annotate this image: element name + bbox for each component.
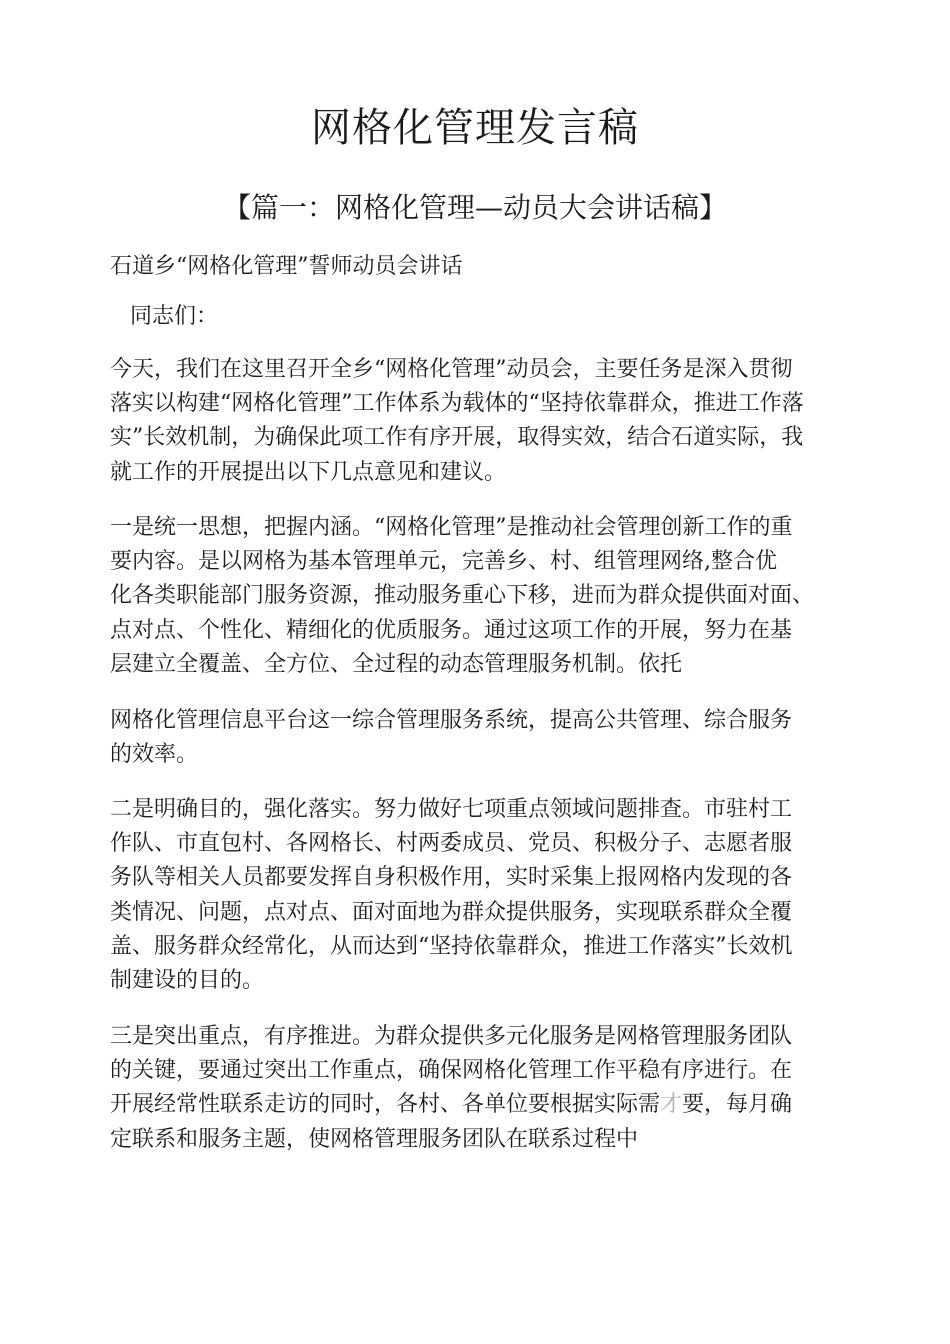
paragraph-line: 点对点、个性化、精细化的优质服务。通过这项工作的开展，努力在基 [110,617,793,643]
paragraph-platform [110,704,850,772]
paragraph-point-one [110,511,850,682]
paragraph-line: 类情况、问题，点对点、面对面地为群众提供服务，实现联系群众全覆 [110,899,793,925]
paragraph-line: 二是明确目的，强化落实。努力做好七项重点领域问题排查。市驻村工 [110,797,793,822]
paragraph-intro [110,353,850,490]
document-title: 网格化管理发言稿 [311,105,639,151]
paragraph-line: 实”长效机制，为确保此项工作有序开展，取得实效，结合石道实际，我 [110,425,804,451]
paragraph-line: 作队、市直包村、各网格长、村两委成员、党员、积极分子、志愿者服 [110,831,793,857]
paragraph-line: 盖、服务群众经常化，从而达到“坚持依靠群众，推进工作落实”长效机 [110,933,793,959]
paragraph-line: 的效率。 [110,742,199,768]
split-line-after: 要，每月确 [682,1092,793,1118]
document-subtitle: 【篇一：网格化管理—动员大会讲话稿】 [222,191,727,224]
paragraph-line: 制建设的目的。 [110,968,265,994]
speech-heading: 石道乡“网格化管理”誓师动员会讲话 [110,254,463,279]
paragraph-line: 落实以构建“网格化管理”工作体系为载体的“坚持依靠群众，推进工作落 [110,391,804,417]
paragraph-line: 网格化管理信息平台这一综合管理服务系统，提高公共管理、综合服务 [110,708,793,733]
paragraph-line: 定联系和服务主题，使网格管理服务团队在联系过程中 [110,1126,639,1152]
paragraph-point-two [110,793,850,998]
paragraph-line: 今天，我们在这里召开全乡“网格化管理”动员会，主要任务是深入贯彻 [110,357,793,382]
paragraph-line: 化各类职能部门服务资源，推动服务重心下移，进而为群众提供面对面、 [110,583,815,609]
paragraph-line: 的关键，要通过突出工作重点，确保网格化管理工作平稳有序进行。在 [110,1058,793,1084]
paragraph-line: 层建立全覆盖、全方位、全过程的动态管理服务机制。依托 [110,651,683,677]
split-line-before: 开展经常性联系走访的同时，各村、各单位要根据实际需 [110,1092,661,1118]
paragraph-line: 务队等相关人员都要发挥自身积极作用，实时采集上报网格内发现的各 [110,865,793,891]
paragraph-line: 要内容。是以网格为基本管理单元，完善乡、村、组管理网络,整合优 [110,549,777,575]
paragraph-line: 一是统一思想，把握内涵。“网格化管理”是推动社会管理创新工作的重 [110,515,793,540]
paragraph-line-split [110,1088,850,1122]
paragraph-point-three [110,1020,850,1157]
paragraph-line: 三是突出重点，有序推进。为群众提供多元化服务是网格管理服务团队 [110,1024,793,1049]
faint-character: 才 [660,1092,683,1118]
salutation: 同志们： [130,304,219,329]
paragraph-line: 就工作的开展提出以下几点意见和建议。 [110,459,507,485]
